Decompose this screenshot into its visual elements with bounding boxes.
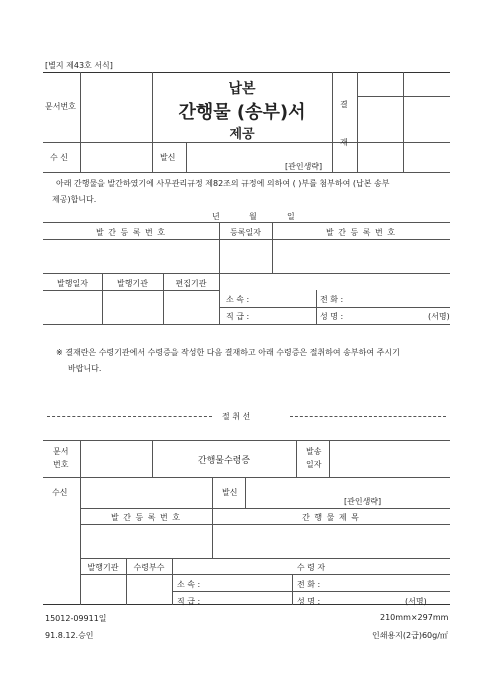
- rule-v-approval-3: [403, 72, 404, 172]
- title-line-2: 간행물 (송부)서: [178, 102, 306, 123]
- phone-label: 전 화 :: [320, 295, 344, 304]
- receipt-copies-header: 수령부수: [133, 563, 165, 572]
- publisher-header: 발행기관: [117, 279, 148, 288]
- rule-t1-2: [43, 239, 450, 240]
- approval-label-2: 재: [340, 138, 348, 147]
- rule-t1-5: [219, 307, 450, 308]
- reg-number-header-2: 발 간 등 록 번 호: [325, 228, 397, 237]
- rule-r-v3: [296, 440, 297, 477]
- rule-v-docno: [80, 72, 81, 172]
- dept-label: 소 속 :: [226, 295, 250, 304]
- receipt-send-date-2: 일자: [306, 460, 322, 469]
- rule-r-v5: [212, 477, 213, 508]
- rule-v-sender-right: [186, 142, 187, 172]
- pub-date-header: 발행일자: [57, 279, 88, 288]
- rule-r-6: [80, 574, 450, 575]
- receipt-sender-label: 발신: [222, 488, 238, 497]
- receipt-rank-label: 직 급 :: [177, 597, 201, 606]
- sign-label: (서명): [428, 312, 450, 321]
- rule-t1-6: [43, 324, 450, 325]
- name-label: 성 명 :: [320, 312, 344, 321]
- reg-date-header: 등록일자: [230, 228, 261, 237]
- rule-r-4: [80, 524, 450, 525]
- footer-code: 15012-09911일: [45, 614, 107, 623]
- cut-line-left: [47, 416, 212, 417]
- receipt-title: 간행물수령증: [197, 456, 251, 466]
- rule-v-approval-2: [357, 72, 358, 172]
- rule-r-v6: [245, 477, 246, 508]
- rule-top-2: [43, 172, 450, 173]
- sender-label: 발신: [160, 153, 176, 162]
- receipt-sign-label: (서명): [405, 597, 427, 606]
- form-frame: [43, 72, 450, 605]
- footer-approval: 91.8.12.승인: [45, 631, 94, 640]
- rule-r-v10: [292, 574, 293, 605]
- body-text-line-2: 제공)합니다.: [52, 195, 97, 204]
- date-month: 월: [249, 212, 257, 221]
- rule-r-3: [80, 508, 450, 509]
- receipt-dept-label: 소 속 :: [177, 580, 201, 589]
- rule-r-1: [43, 440, 450, 441]
- receipt-reg-number-header: 발 간 등 록 번 호: [110, 513, 182, 522]
- rank-label: 직 급 :: [226, 312, 250, 321]
- receipt-recipient-label: 수신: [52, 488, 68, 497]
- title-line-3: 제공: [229, 127, 255, 142]
- seal-omitted-label: [관인생략]: [285, 162, 323, 171]
- receipt-publisher-header: 발행기관: [87, 563, 119, 572]
- approval-label-1: 결: [340, 100, 348, 109]
- rule-r-2: [43, 477, 450, 478]
- reg-number-header-1: 발 간 등 록 번 호: [95, 228, 167, 237]
- receipt-pub-title-header: 간 행 물 제 목: [302, 513, 360, 522]
- footer-paper: 인쇄용지(2급)60g/㎡: [372, 631, 448, 640]
- rule-t1-4: [43, 290, 219, 291]
- receipt-name-label: 성 명 :: [297, 597, 321, 606]
- rule-t1-3: [43, 273, 450, 274]
- receipt-docno-label-2: 번호: [53, 460, 69, 469]
- receipt-seal-omitted-label: [관인생략]: [344, 497, 382, 506]
- rule-t1-1: [43, 222, 450, 223]
- recipient-label: 수 신: [50, 153, 68, 162]
- date-year: 년: [212, 212, 220, 221]
- editor-header: 편집기관: [175, 279, 207, 288]
- rule-r-5: [80, 558, 450, 559]
- rule-v-sender-left: [152, 142, 153, 172]
- form-number: [별지 제43호 서식]: [45, 61, 113, 70]
- rule-r-v4: [329, 440, 330, 477]
- note-line-2: 바랍니다.: [68, 364, 102, 373]
- note-line-1: ※ 결재란은 수령기관에서 수령증을 작성한 다음 결재하고 아래 수령증은 절취하여 송부하여 주시기: [56, 348, 400, 357]
- receipt-phone-label: 전 화 :: [297, 580, 321, 589]
- receipt-receiver-header: 수 령 자: [296, 563, 326, 572]
- receipt-docno-label-1: 문서: [53, 447, 69, 456]
- cut-line-label: 절 취 선: [222, 412, 251, 421]
- cut-line-right: [290, 416, 446, 417]
- doc-number-label: 문서번호: [45, 102, 76, 111]
- footer-size: 210mm×297mm: [380, 613, 449, 622]
- receipt-send-date-1: 발송: [306, 447, 322, 456]
- rule-t1-v5: [316, 290, 317, 324]
- body-text-line-1: 아래 간행물을 발간하였기에 사무관리규정 제82조의 규정에 의하여 ( )부를 첨부하여 (납본 송부: [56, 179, 390, 188]
- title-line-1: 납본: [228, 81, 256, 97]
- rule-r-7: [172, 591, 450, 592]
- date-day: 일: [287, 212, 295, 221]
- rule-v-approval: [332, 72, 333, 172]
- rule-top-1: [43, 142, 450, 143]
